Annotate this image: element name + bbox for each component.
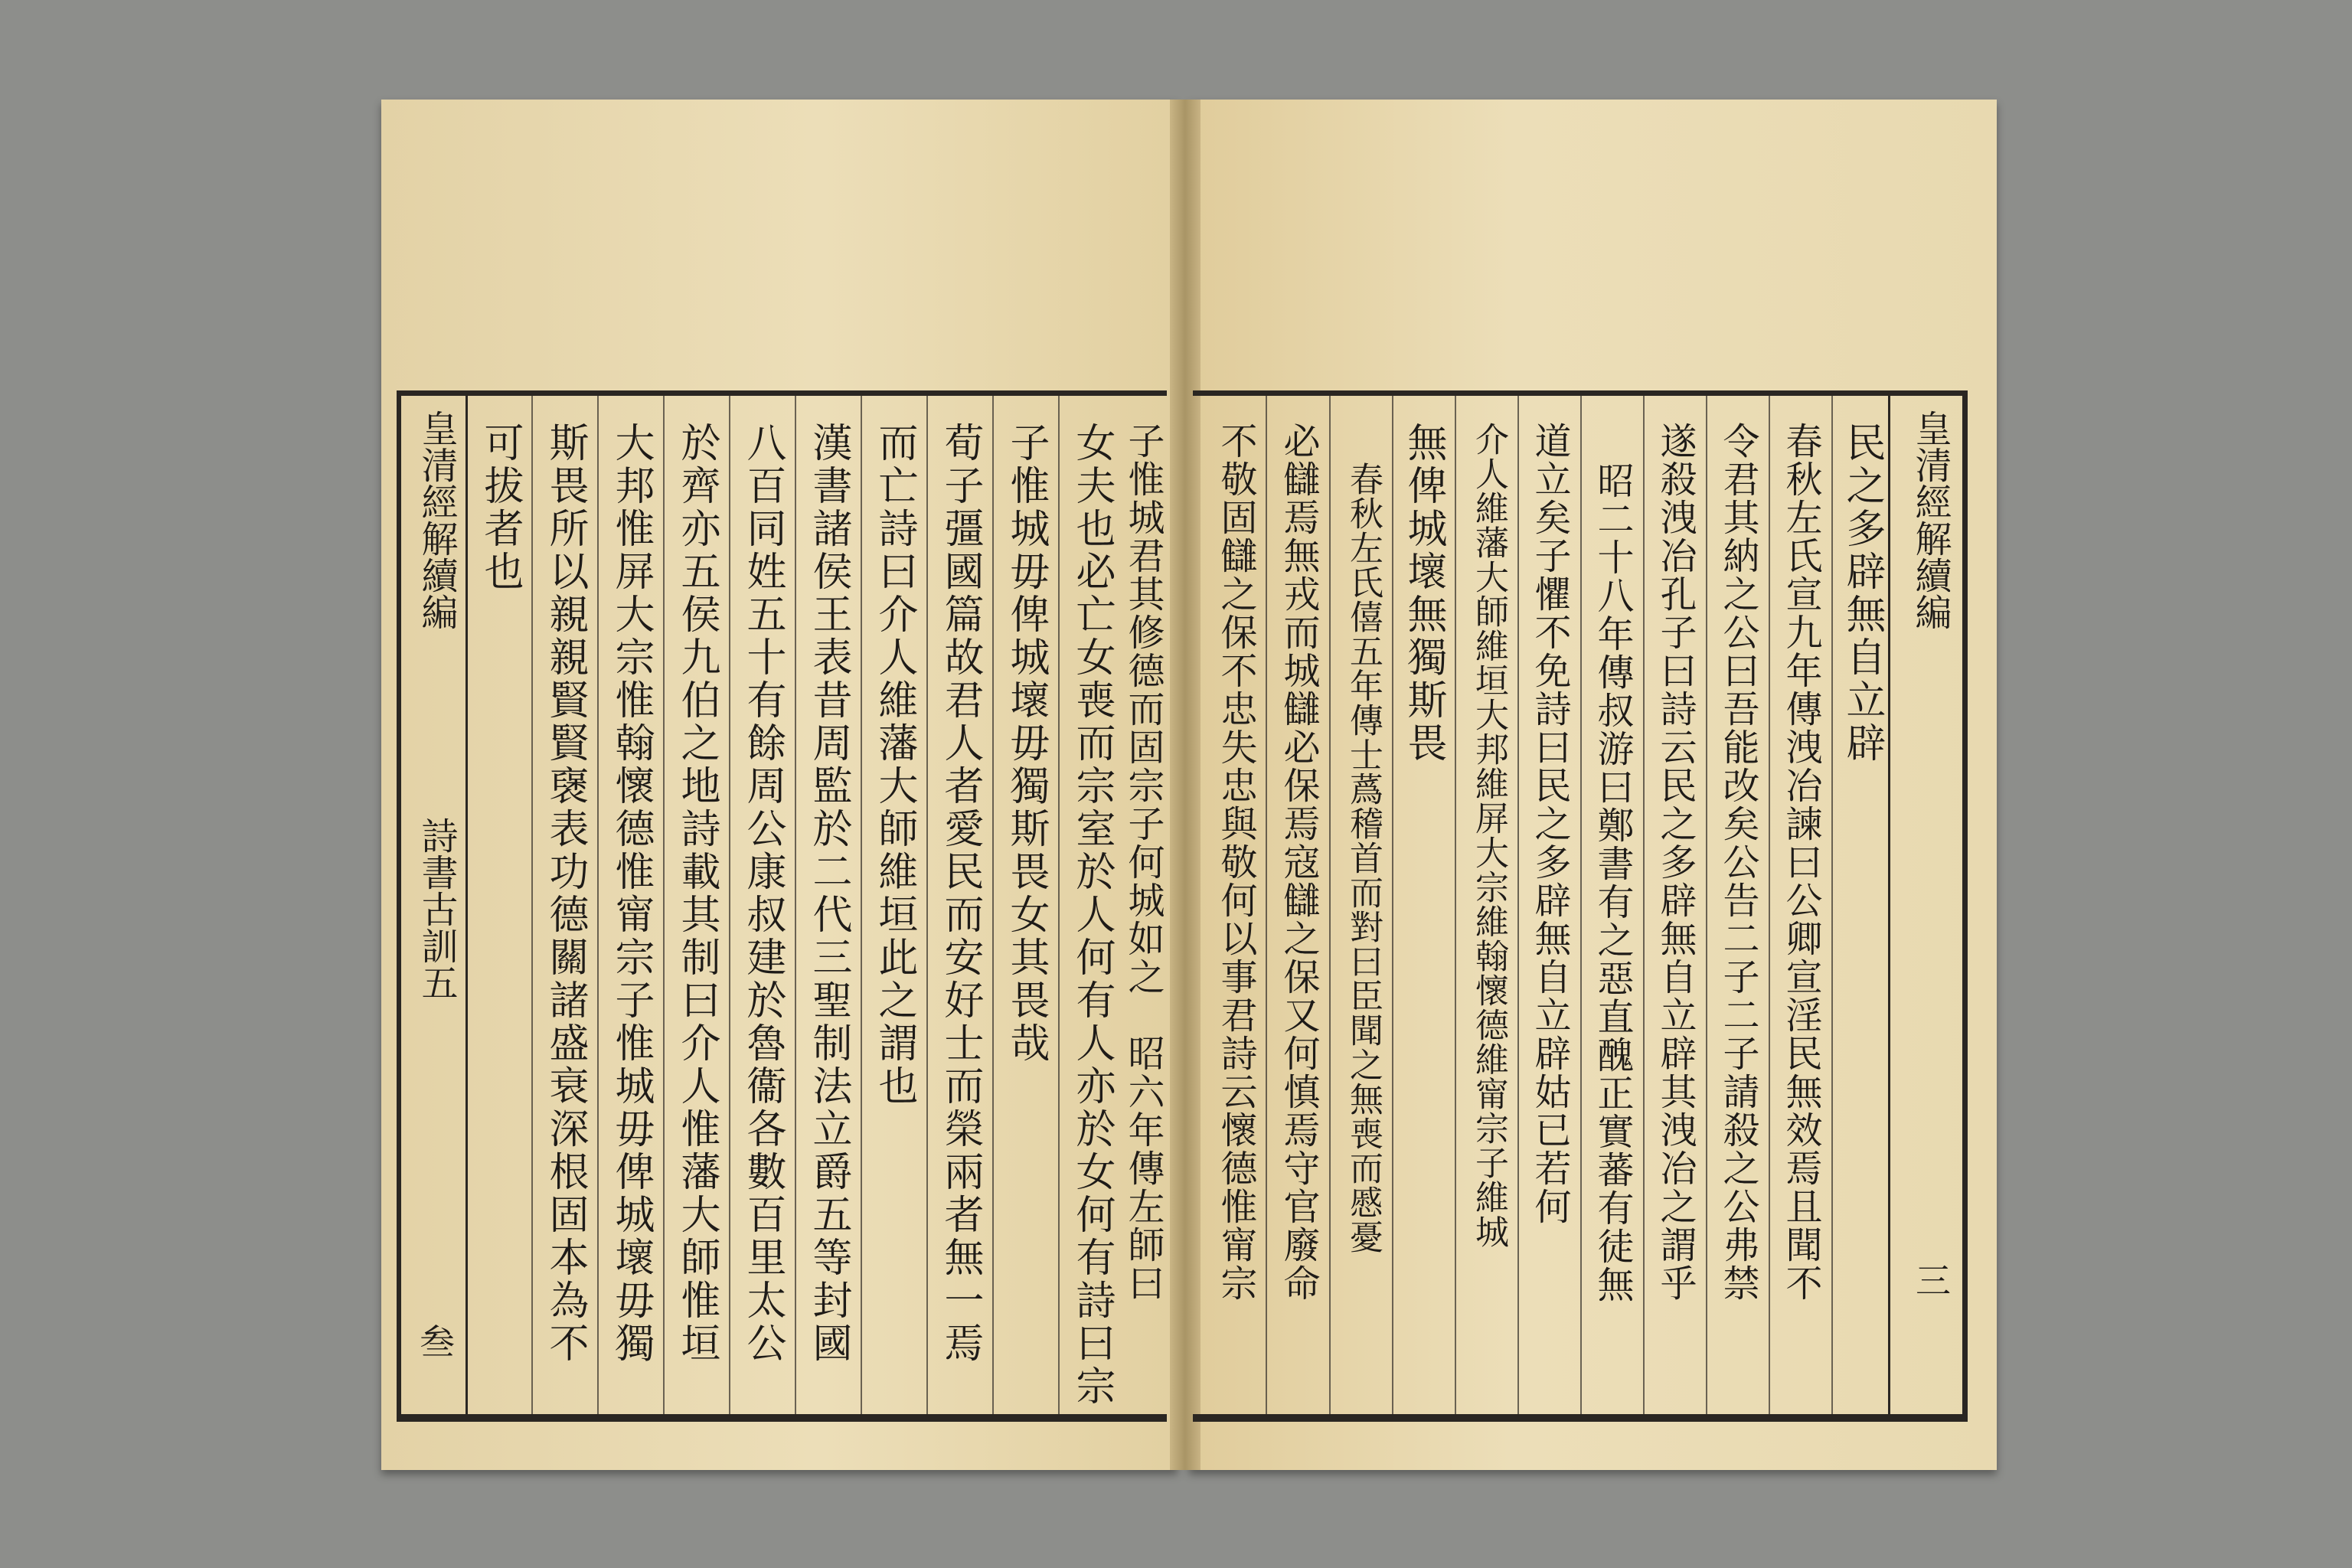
- left-column-4: 荀子彊國篇故君人者愛民而安好士而榮兩者無一焉: [937, 422, 983, 1365]
- right-column-10: 必讎焉無戎而城讎必保焉寇讎之保又何慎焉守官廢命: [1277, 422, 1320, 1302]
- left-column-6: 漢書諸侯王表昔周監於二代三聖制法立爵五等封國: [805, 422, 851, 1365]
- open-book: [381, 92, 1997, 1478]
- right-column-2: 春秋左氏宣九年傳洩冶諫曰公卿宣淫民無效焉且聞不: [1779, 422, 1822, 1302]
- right-column-8: 無俾城壞無獨斯畏: [1400, 422, 1446, 765]
- right-page-number: 三: [1916, 1260, 1951, 1302]
- left-page-frame: [397, 390, 1167, 1422]
- right-column-1: 民之多辟無自立辟: [1839, 422, 1885, 765]
- left-column-7: 八百同姓五十有餘周公康叔建於魯衞各數百里太公: [740, 422, 786, 1365]
- left-column-10: 斯畏所以親親賢賢襃表功德關諸盛衰深根固本為不: [542, 422, 588, 1365]
- left-page-number: 叁: [420, 1321, 455, 1363]
- left-column-1: 子惟城君其修德而固宗子何城如之 昭六年傳左師曰: [1122, 422, 1165, 1302]
- right-column-9: 春秋左氏僖五年傳士蔿稽首而對曰臣聞之無喪而慼憂: [1344, 462, 1383, 1254]
- left-column-11: 可拔者也: [477, 422, 523, 593]
- left-column-8: 於齊亦五侯九伯之地詩載其制曰介人惟藩大師惟垣: [674, 422, 720, 1365]
- left-column-9: 大邦惟屏大宗惟翰懷德惟甯宗子惟城毋俾城壞毋獨: [608, 422, 654, 1365]
- left-margin-section: 詩書古訓五: [415, 817, 458, 1001]
- right-margin-title: 皇清經解續編: [1909, 410, 1952, 630]
- left-column-3: 子惟城毋俾城壞毋獨斯畏女其畏哉: [1003, 422, 1049, 1065]
- right-column-6: 道立矣子懼不免詩曰民之多辟無自立辟姑已若何: [1528, 422, 1571, 1226]
- right-page-frame: [1193, 390, 1968, 1422]
- left-margin-rule: [466, 396, 468, 1414]
- left-margin-title: 皇清經解續編: [415, 410, 458, 630]
- right-margin-rule: [1888, 396, 1890, 1414]
- right-column-7: 介人維藩大師維垣大邦維屏大宗維翰懷德維甯宗子維城: [1469, 422, 1508, 1249]
- left-column-5: 而亡詩曰介人維藩大師維垣此之謂也: [871, 422, 917, 1108]
- left-column-2: 女夫也必亡女喪而宗室於人何有人亦於女何有詩曰宗: [1069, 422, 1115, 1408]
- right-column-3: 令君其納之公曰吾能改矣公告二子二子請殺之公弗禁: [1717, 422, 1759, 1302]
- right-column-11: 不敬固讎之保不忠失忠與敬何以事君詩云懷德惟甯宗: [1214, 422, 1257, 1302]
- right-column-4: 遂殺洩冶孔子曰詩云民之多辟無自立辟其洩冶之謂乎: [1654, 422, 1697, 1302]
- right-column-5: 昭二十八年傳叔游曰鄭書有之惡直醜正實蕃有徒無: [1591, 462, 1634, 1304]
